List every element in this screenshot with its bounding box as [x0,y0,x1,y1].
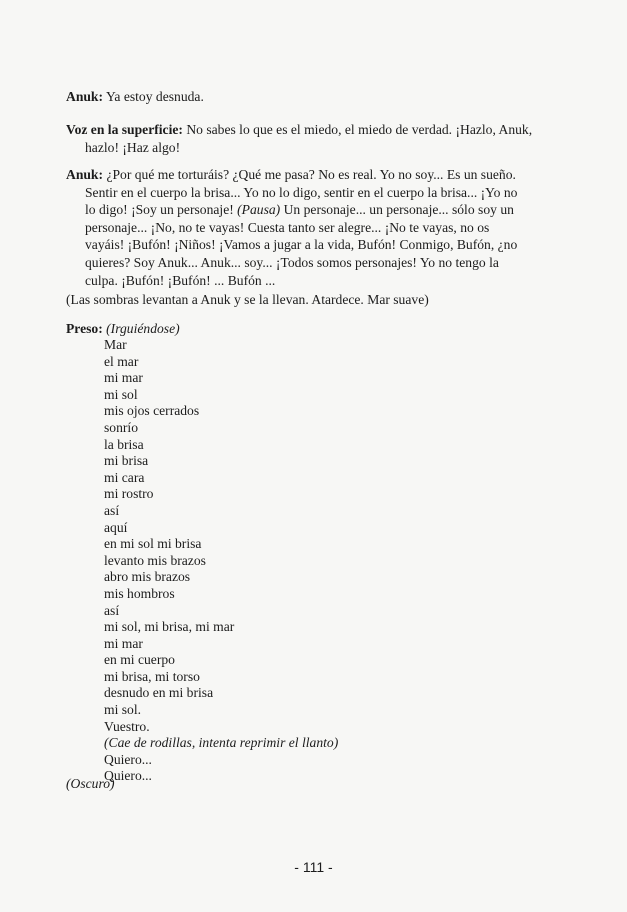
speaker-name: Anuk: [66,89,104,104]
verse-line: en mi cuerpo [104,652,175,668]
speech-text: Ya estoy desnuda. [105,89,204,104]
verse-line: mi brisa [104,453,149,469]
verse-line: mi sol [104,386,138,402]
verse-line: mis ojos cerrados [104,403,200,419]
preso-verse [104,337,338,785]
speech-anuk-1 [66,88,556,106]
speech-line: Sentir en el cuerpo la brisa... Yo no lo digo, sentir en el cuerpo la brisa... ¡Yo no [85,184,518,200]
verse-line: Quiero... [104,751,152,767]
stage-direction-shadows: (Las sombras levantan a Anuk y se la llevan. Atardece. Mar suave) [66,292,429,307]
speech-line: hazlo! ¡Haz algo! [85,139,181,155]
verse-line: desnudo en mi brisa [104,685,214,701]
speech-line: personaje... ¡No, no te vayas! Cuesta tanto ser alegre... ¡No te vayas, no os [85,219,490,235]
speech-text: No sabes lo que es el miedo, el miedo de verdad. ¡Hazlo, Anuk, [186,122,533,137]
verse-line: mi sol. [104,702,142,718]
verse-line: en mi sol mi brisa [104,536,202,552]
speech-line: vayáis! ¡Bufón! ¡Niños! ¡Vamos a jugar a la vida, Bufón! Conmigo, Bufón, ¿no [85,237,518,253]
verse-line: mi mar [104,635,143,651]
verse-line: así [104,602,120,618]
speaker-name: Voz en la superficie: [66,122,183,137]
speech-line: quieres? Soy Anuk... Anuk... soy... ¡Todos somos personajes! Yo no tengo la [85,254,499,270]
verse-line: mis hombros [104,585,175,601]
stage-direction: (Cae de rodillas, intenta reprimir el llanto) [104,735,339,751]
speech-line: culpa. ¡Bufón! ¡Bufón! ... Bufón ... [85,272,276,288]
verse-line: abro mis brazos [104,569,191,585]
verse-line: Quiero... [104,768,152,784]
speech-preso-header [66,320,556,338]
stage-direction: (Pausa) [237,202,281,218]
speech-text: Un personaje... un personaje... sólo soy un [283,202,514,218]
speech-line [66,121,556,139]
verse-line: levanto mis brazos [104,552,206,568]
speech-anuk-2 [66,166,556,289]
speech-text: ¿Por qué me torturáis? ¿Qué me pasa? No es real. Yo no soy... Es un sueño. [106,167,516,182]
page-number: - 111 - [294,859,333,875]
verse-line: la brisa [104,436,144,452]
speaker-name: Anuk: [66,167,104,182]
verse-line: mi brisa, mi torso [104,668,200,684]
verse-line: aquí [104,519,128,535]
speech-line [66,166,556,184]
verse-line: mi cara [104,469,145,485]
speech-line [66,201,556,219]
verse-line: sonrío [104,419,138,435]
verse-line: el mar [104,353,139,369]
closing-stage-direction: (Oscuro) [66,776,115,791]
speech-voz-superficie [66,121,556,156]
verse-line: mi mar [104,370,143,386]
verse-line: mi rostro [104,486,154,502]
verse-line: mi sol, mi brisa, mi mar [104,619,235,635]
speech-text: lo digo! ¡Soy un personaje! [85,202,234,218]
verse-line: así [104,502,120,518]
verse-line: Vuestro. [104,718,150,734]
stage-direction: (Irguiéndose) [106,321,180,336]
verse-line: Mar [104,337,127,352]
speaker-name: Preso: [66,321,103,336]
